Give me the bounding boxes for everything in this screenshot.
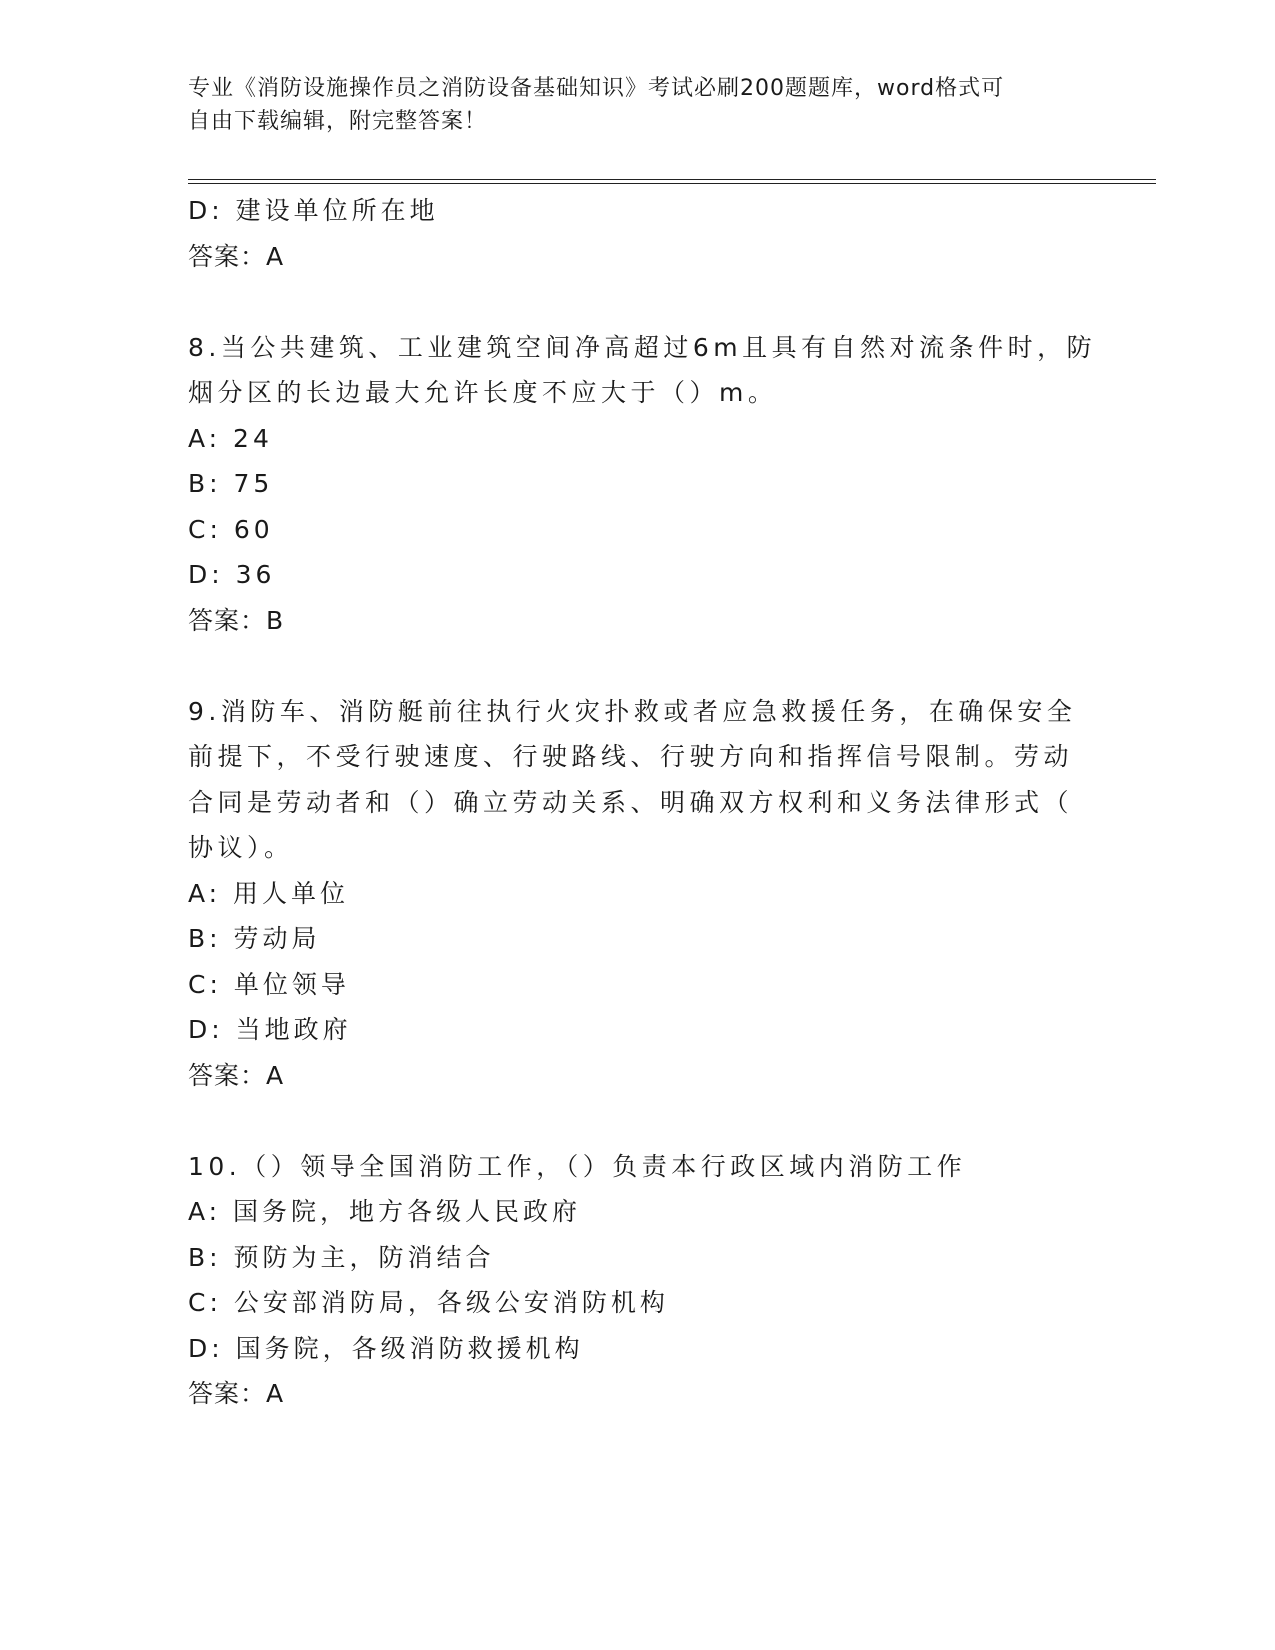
stem-line: 烟分区的长边最大允许长度不应大于（）m。 xyxy=(188,378,778,407)
stem-line: 合同是劳动者和（）确立劳动关系、明确双方权利和义务法律形式（ xyxy=(188,787,1074,817)
spacer xyxy=(188,279,1088,325)
stem-line: 8.当公共建筑、工业建筑空间净高超过6m且具有自然对流条件时，防 xyxy=(188,332,1097,362)
answer: 答案：A xyxy=(188,241,285,271)
stem-line: 前提下，不受行驶速度、行驶路线、行驶方向和指挥信号限制。劳动 xyxy=(188,742,1074,771)
stem-line: 10.（）领导全国消防工作，（）负责本行政区域内消防工作 xyxy=(188,1151,967,1181)
option-b: B: 劳动局 xyxy=(188,924,321,953)
answer: 答案：B xyxy=(188,605,285,635)
option-b: B: 预防为主，防消结合 xyxy=(188,1242,495,1272)
option-c: C: 公安部消防局，各级公安消防机构 xyxy=(188,1288,669,1317)
option-d: D: 当地政府 xyxy=(188,1015,352,1044)
question-9 xyxy=(188,689,1088,1099)
option-c: C: 单位领导 xyxy=(188,969,350,999)
header-line-1: 专业《消防设施操作员之消防设备基础知识》考试必刷200题题库，word格式可 xyxy=(188,76,1005,101)
spacer xyxy=(188,643,1088,689)
answer: 答案：A xyxy=(188,1379,285,1408)
question-10 xyxy=(188,1144,1088,1417)
header-divider xyxy=(188,179,1156,184)
page-header xyxy=(188,72,1068,138)
question-8 xyxy=(188,325,1097,644)
option-d: D: 36 xyxy=(188,560,276,589)
option-a: A: 国务院，地方各级人民政府 xyxy=(188,1197,582,1226)
answer: 答案：A xyxy=(188,1060,285,1090)
option-a: A: 24 xyxy=(188,423,273,453)
question-stem xyxy=(188,689,1088,871)
option-d: D: 建设单位所在地 xyxy=(188,196,439,225)
stem-line: 9.消防车、消防艇前往执行火灾扑救或者应急救援任务，在确保安全 xyxy=(188,696,1077,726)
option-c: C: 60 xyxy=(188,514,274,544)
spacer xyxy=(188,1098,1088,1144)
option-b: B: 75 xyxy=(188,469,274,498)
stem-line: 协议）。 xyxy=(188,833,294,862)
question-stem xyxy=(188,325,1097,416)
question-stem xyxy=(188,1144,1088,1190)
header-line-2: 自由下载编辑，附完整答案！ xyxy=(188,109,488,134)
option-d: D: 国务院，各级消防救援机构 xyxy=(188,1333,584,1363)
previous-question-tail xyxy=(188,188,1088,279)
document-body xyxy=(188,188,1097,1417)
option-a: A: 用人单位 xyxy=(188,878,350,908)
